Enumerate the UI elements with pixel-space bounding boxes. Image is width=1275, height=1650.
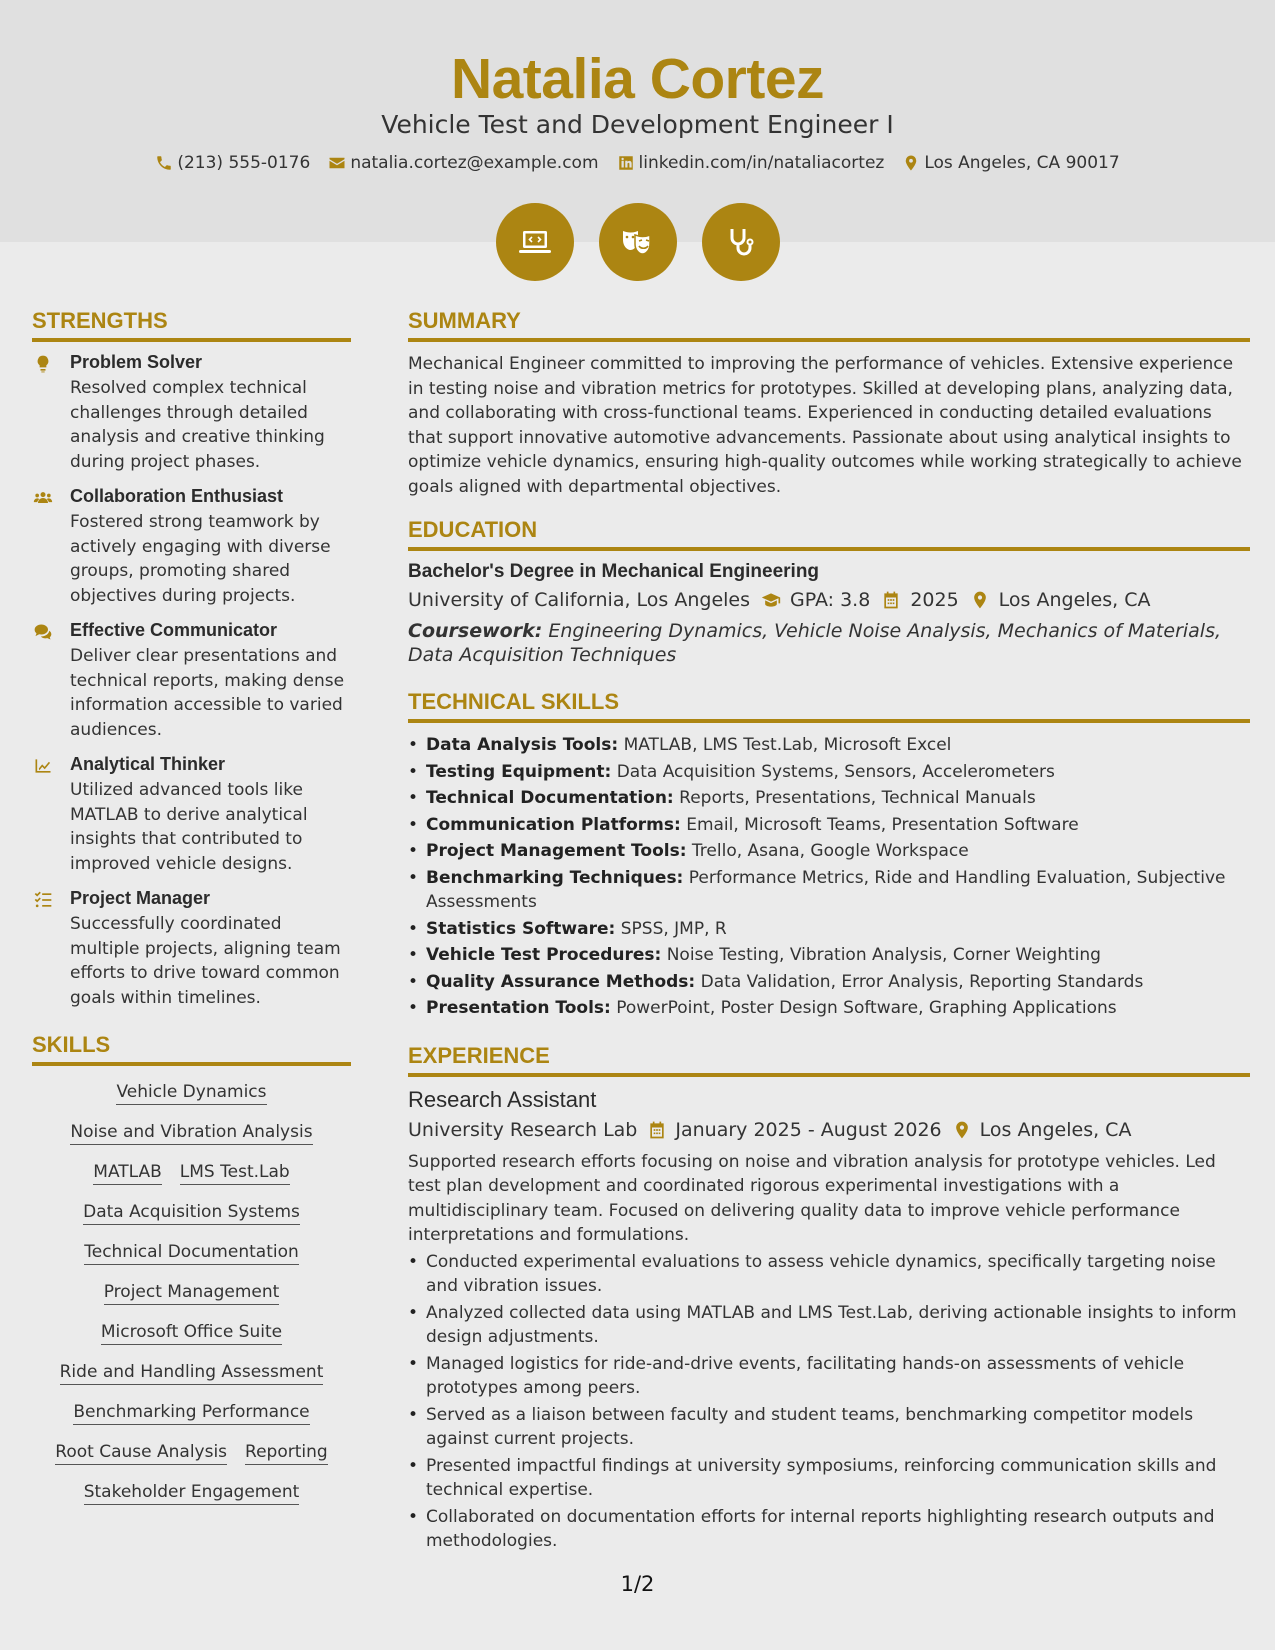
school-location: Los Angeles, CA <box>998 589 1151 611</box>
job-dates: January 2025 - August 2026 <box>675 1118 942 1141</box>
calendar-icon <box>880 590 902 610</box>
strengths-heading: STRENGTHS <box>32 308 351 342</box>
page-number: 1/2 <box>620 1572 655 1596</box>
school-name: University of California, Los Angeles <box>408 589 751 611</box>
strength-desc: Successfully coordinated multiple projects, aligning team efforts to drive toward common goals within timelines. <box>70 914 341 1008</box>
tech-skill-label: Technical Documentation: <box>426 788 674 808</box>
theater-masks-icon <box>599 203 677 281</box>
skill-tag: Data Acquisition Systems <box>83 1202 300 1225</box>
tech-skill-value: Data Validation, Error Analysis, Reporting Standards <box>700 971 1144 992</box>
skill-tag: Reporting <box>245 1442 328 1465</box>
tech-skill-value: Trello, Asana, Google Workspace <box>691 841 969 861</box>
job-location: Los Angeles, CA <box>979 1118 1132 1141</box>
graduation-cap-icon <box>760 590 782 610</box>
list-item: • Presented impactful findings at university symposiums, reinforcing communication skills and technical expertise. <box>408 1454 1250 1503</box>
list-item: • Collaborated on documentation efforts for internal reports highlighting research outputs and methodologies. <box>408 1505 1250 1554</box>
tech-skill-value: SPSS, JMP, R <box>620 918 727 939</box>
skills-list <box>32 1076 351 1505</box>
gpa-text: GPA: 3.8 <box>790 589 871 611</box>
tech-skill-value: Noise Testing, Vibration Analysis, Corner Weighting <box>666 945 1101 965</box>
right-column <box>408 308 1250 1556</box>
job-org: University Research Lab <box>408 1118 638 1141</box>
skill-tag: Technical Documentation <box>84 1242 299 1265</box>
tech-skill-label: Vehicle Test Procedures: <box>426 945 662 965</box>
left-column <box>32 308 351 1505</box>
list-item <box>408 866 1250 915</box>
skills-heading: SKILLS <box>32 1032 351 1066</box>
strength-title: Effective Communicator <box>70 620 278 640</box>
skill-tag: LMS Test.Lab <box>180 1162 290 1185</box>
coursework <box>408 619 1250 667</box>
map-pin-icon <box>969 590 991 610</box>
stethoscope-icon <box>702 203 780 281</box>
skill-tag: Project Management <box>104 1282 280 1305</box>
list-check-icon <box>32 890 54 910</box>
contact-phone[interactable] <box>155 153 310 173</box>
education-meta <box>408 589 1250 611</box>
comments-icon <box>32 622 54 642</box>
laptop-code-icon <box>496 203 574 281</box>
calendar-icon <box>647 1120 667 1140</box>
strength-item <box>32 888 351 1010</box>
list-item: • Conducted experimental evaluations to assess vehicle dynamics, specifically targeting noise and vibration issues. <box>408 1250 1250 1299</box>
skill-tag: Root Cause Analysis <box>55 1442 227 1465</box>
strength-title: Collaboration Enthusiast <box>70 486 284 506</box>
coursework-list: Engineering Dynamics, Vehicle Noise Analysis, Mechanics of Materials, Data Acquisition Techniques <box>408 620 1222 666</box>
linkedin-icon <box>617 154 635 172</box>
contact-bar <box>0 153 1275 173</box>
contact-linkedin[interactable] <box>617 153 885 173</box>
strength-title: Project Manager <box>70 888 211 908</box>
tech-skill-label: Statistics Software: <box>426 918 616 939</box>
strength-item <box>32 754 351 876</box>
tech-skill-value: MATLAB, LMS Test.Lab, Microsoft Excel <box>623 735 952 755</box>
contact-email[interactable] <box>328 153 598 173</box>
candidate-name: Natalia Cortez <box>450 47 825 111</box>
list-item <box>408 786 1250 811</box>
skill-tag: Microsoft Office Suite <box>101 1322 282 1345</box>
skill-tag: Benchmarking Performance <box>73 1402 309 1425</box>
summary-heading: SUMMARY <box>408 308 1250 342</box>
job-title: Research Assistant <box>408 1086 597 1112</box>
map-pin-icon <box>902 154 920 172</box>
tech-skill-label: Testing Equipment: <box>426 761 612 782</box>
location-text: Los Angeles, CA 90017 <box>924 153 1120 173</box>
tech-skill-value: Performance Metrics, Ride and Handling Evaluation, Subjective Assessments <box>426 867 1226 912</box>
list-item <box>408 760 1250 785</box>
tech-skill-value: PowerPoint, Poster Design Software, Graphing Applications <box>616 998 1117 1018</box>
tech-skill-label: Project Management Tools: <box>426 841 687 861</box>
coursework-label: Coursework: <box>408 620 543 642</box>
grad-year: 2025 <box>910 589 959 611</box>
phone-text: (213) 555-0176 <box>177 153 311 173</box>
technical-skills-heading: TECHNICAL SKILLS <box>408 689 1250 723</box>
skill-tag: Ride and Handling Assessment <box>60 1362 324 1385</box>
phone-icon <box>155 154 173 172</box>
list-item: • Served as a liaison between faculty and student teams, benchmarking competitor models against current projects. <box>408 1403 1250 1452</box>
users-icon <box>32 488 54 508</box>
skill-tag: Noise and Vibration Analysis <box>70 1122 312 1145</box>
skill-tag: MATLAB <box>93 1162 162 1185</box>
tech-skill-value: Email, Microsoft Teams, Presentation Software <box>686 814 1079 835</box>
strength-item <box>32 352 351 474</box>
strength-desc: Utilized advanced tools like MATLAB to derive analytical insights that contributed to improved vehicle designs. <box>70 780 308 874</box>
list-item <box>408 917 1250 942</box>
skill-tag: Stakeholder Engagement <box>84 1482 300 1505</box>
list-item <box>408 943 1250 968</box>
badge-row <box>0 203 1275 281</box>
tech-skill-label: Benchmarking Techniques: <box>426 867 684 888</box>
strength-desc: Fostered strong teamwork by actively engaging with diverse groups, promoting shared objectives during projects. <box>70 512 331 606</box>
lightbulb-icon <box>32 354 54 374</box>
list-item <box>408 733 1250 758</box>
tech-skill-label: Presentation Tools: <box>426 998 611 1018</box>
list-item <box>408 839 1250 864</box>
experience-heading: EXPERIENCE <box>408 1043 1250 1077</box>
contact-location <box>902 153 1119 173</box>
tech-skill-value: Data Acquisition Systems, Sensors, Accelerometers <box>616 761 1055 782</box>
technical-skills-list <box>408 733 1250 1021</box>
strength-item <box>32 620 351 742</box>
degree-title: Bachelor's Degree in Mechanical Engineering <box>408 561 820 582</box>
list-item <box>408 996 1250 1021</box>
strength-desc: Resolved complex technical challenges through detailed analysis and creative thinking during project phases. <box>70 378 325 472</box>
strength-item <box>32 486 351 608</box>
job-bullets <box>408 1250 1250 1554</box>
tech-skill-label: Quality Assurance Methods: <box>426 971 696 992</box>
tech-skill-value: Reports, Presentations, Technical Manuals <box>679 788 1036 808</box>
job-description: Supported research efforts focusing on noise and vibration analysis for prototype vehicles. Led test plan development and coordinated rigorous experimental investigations with a multidisciplinary team. Focused on delivering quality data to improve vehicle performance interpretations and formulations. <box>408 1151 1216 1245</box>
list-item: • Analyzed collected data using MATLAB and LMS Test.Lab, deriving actionable insights to inform design adjustments. <box>408 1301 1250 1350</box>
strength-title: Analytical Thinker <box>70 754 226 774</box>
tech-skill-label: Communication Platforms: <box>426 814 681 835</box>
email-text: natalia.cortez@example.com <box>350 153 599 173</box>
chart-line-icon <box>32 756 54 776</box>
list-item <box>408 970 1250 995</box>
tech-skill-label: Data Analysis Tools: <box>426 735 619 755</box>
education-heading: EDUCATION <box>408 517 1250 551</box>
envelope-icon <box>328 154 346 172</box>
linkedin-text: linkedin.com/in/nataliacortez <box>638 153 885 173</box>
map-pin-icon <box>952 1120 972 1140</box>
job-meta <box>408 1119 1250 1141</box>
job-title-headline: Vehicle Test and Development Engineer I <box>381 110 894 139</box>
summary-text: Mechanical Engineer committed to improving the performance of vehicles. Extensive experience in testing noise and vibration metrics for prototypes. Skilled at developing plans, analyzing data, and collaborating with cross-functional teams. Experienced in conducting detailed evaluations that support innovative automotive advancements. Passionate about using analytical insights to optimize vehicle dynamics, ensuring high-quality outcomes while working strategically to achieve goals aligned with departmental objectives. <box>408 354 1242 497</box>
skill-tag: Vehicle Dynamics <box>116 1082 266 1105</box>
strength-title: Problem Solver <box>70 352 203 372</box>
strength-desc: Deliver clear presentations and technical reports, making dense information accessible to varied audiences. <box>70 646 345 740</box>
list-item: • Managed logistics for ride-and-drive events, facilitating hands-on assessments of vehicle prototypes among peers. <box>408 1352 1250 1401</box>
list-item <box>408 813 1250 838</box>
